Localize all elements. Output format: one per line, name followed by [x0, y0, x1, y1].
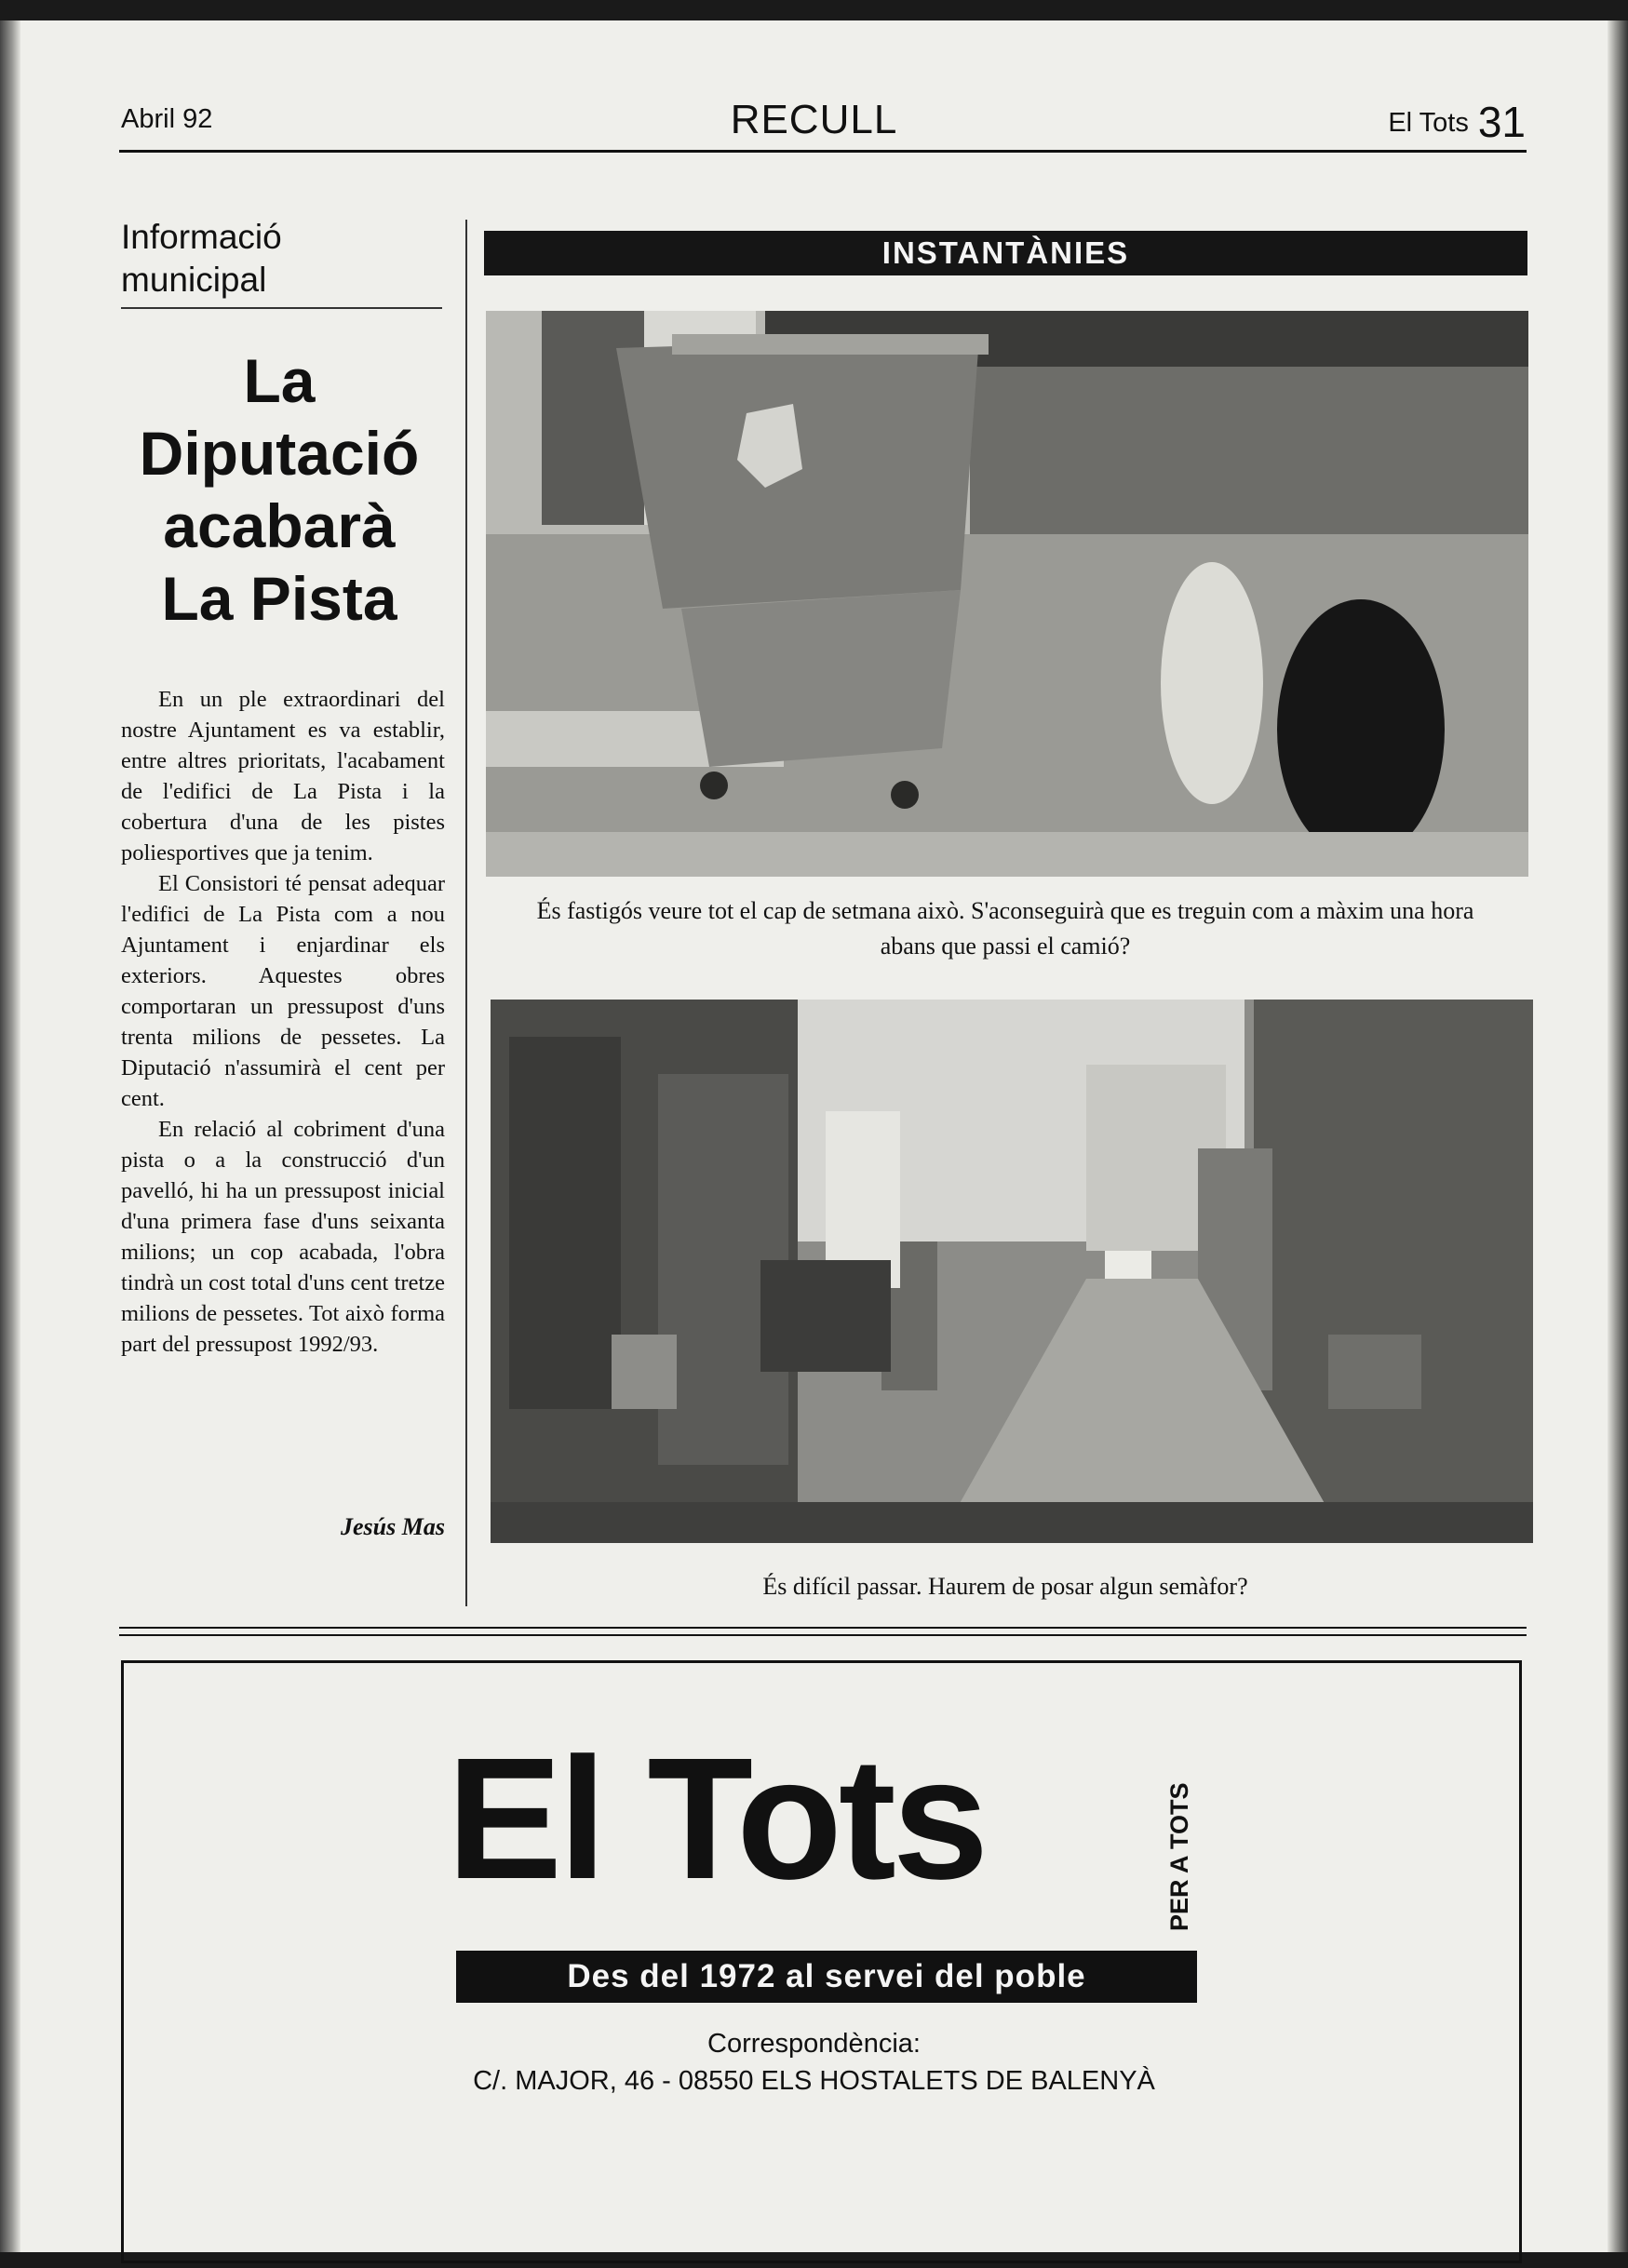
- section-label: [121, 216, 326, 302]
- page-masthead: [1388, 97, 1526, 147]
- photo-trash-container: [486, 311, 1528, 877]
- scan-top-border: [0, 0, 1628, 20]
- section-rule: [121, 307, 442, 309]
- article-paragraph: En relació al cobriment d'una pista o a la construcció d'un pavelló, hi ha un pressupost inicial d'una primera fase d'uns seixanta milions; un cop acabada, l'obra tindrà un cost total d'uns cent tretze milions de pessetes. Tot això forma part del pressupost 1992/93.: [121, 1117, 445, 1357]
- scan-right-edge: [1608, 20, 1628, 2252]
- article-body: [121, 684, 445, 1360]
- section-label-text: Informació municipal: [121, 218, 282, 299]
- article-paragraph: El Consistori té pensat adequar l'edifici de La Pista com a nou Ajuntament i enjardinar els exteriors. Aquestes obres comportaran un pressupost d'uns trenta milions de pessetes. La Diputació n'assumirà el cent per cent.: [121, 871, 445, 1111]
- publication-name: El Tots: [1388, 108, 1469, 138]
- divider-rule: [119, 1627, 1527, 1629]
- issue-date: Abril 92: [121, 104, 213, 134]
- ad-slogan: Des del 1972 al servei del poble: [456, 1951, 1197, 2003]
- divider-rule: [119, 1634, 1527, 1636]
- ad-address: C/. MAJOR, 46 - 08550 ELS HOSTALETS DE BALENYÀ: [473, 2066, 1155, 2096]
- article-byline: Jesús Mas: [341, 1513, 445, 1540]
- headline-line: La Pista: [161, 564, 397, 633]
- page-number: 31: [1477, 98, 1526, 146]
- ad-vertical-tagline: PER A TOTS: [1165, 1782, 1193, 1931]
- header-rule: [119, 150, 1527, 153]
- headline-line: La: [243, 346, 316, 415]
- headline-line: acabarà: [163, 491, 396, 560]
- photo1-caption: És fastigós veure tot el cap de setmana això. S'aconseguirà que es treguin com a màxim una hora abans que passi el camió?: [536, 897, 1474, 960]
- ad-logo-title: El Tots: [447, 1723, 986, 1915]
- instantanies-banner: INSTANTÀNIES: [484, 231, 1527, 275]
- section-title: RECULL: [730, 97, 898, 142]
- article-headline: [112, 344, 447, 635]
- ad-contact-label: Correspondència:: [707, 2029, 921, 2059]
- article-paragraph: En un ple extraordinari del nostre Ajuntament es va establir, entre altres prioritats, l'acabament de l'edifici de La Pista i la cobertura d'una de les pistes poliesportives que ja tenim.: [121, 687, 445, 866]
- scan-left-edge: [0, 20, 20, 2252]
- column-divider: [465, 220, 467, 1606]
- photo2-caption: És difícil passar. Haurem de posar algun semàfor?: [762, 1573, 1248, 1600]
- headline-line: Diputació: [139, 419, 420, 488]
- photo-construction-street: [491, 1000, 1533, 1543]
